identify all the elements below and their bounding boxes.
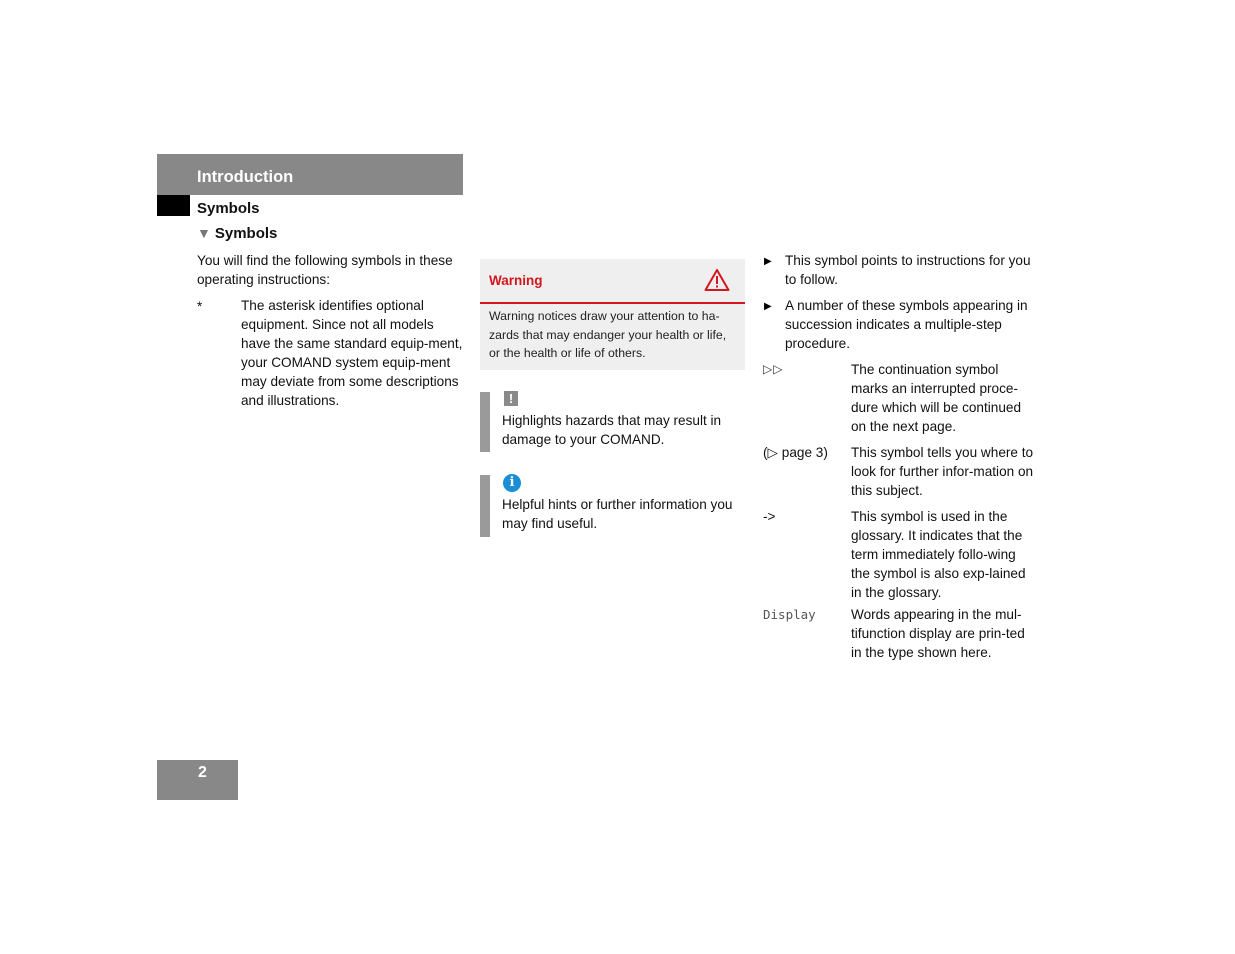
glossary-arrow-description: This symbol is used in the glossary. It indicates that the term immediately follo-wing the symbol is also exp-lained in the glossary. [851, 509, 1026, 600]
display-type-sample: Display [763, 607, 816, 622]
page-reference-description: This symbol tells you where to look for further infor-mation on this subject. [851, 445, 1034, 498]
note-info-text: Helpful hints or further information you may find useful. [502, 497, 733, 531]
asterisk-description: The asterisk identifies optional equipment. Since not all models have the same standard equip-ment, your COMAND system equip-ment may deviate from some descriptions and illustrations. [241, 298, 463, 408]
warning-title: Warning [489, 273, 543, 288]
warning-header [480, 259, 745, 304]
triangle-down-icon: ▼ [197, 225, 211, 241]
glossary-arrow-symbol: -> [763, 509, 776, 524]
page-reference-symbol: (▷ page 3) [763, 445, 828, 460]
chapter-title: Introduction [197, 168, 294, 186]
info-icon: i [503, 474, 521, 492]
intro-paragraph: You will find the following symbols in these operating instructions: [197, 253, 453, 287]
instruction-bullet-text: A number of these symbols appearing in succession indicates a multiple-step procedure. [785, 298, 1028, 351]
note-damage-text: Highlights hazards that may result in damage to your COMAND. [502, 413, 722, 447]
warning-text: Warning notices draw your attention to ha-zards that may endanger your health or life, or the health or life of others. [489, 309, 727, 360]
instruction-bullet-text: This symbol points to instructions for you to follow. [785, 253, 1031, 287]
page-number: 2 [198, 764, 207, 781]
asterisk-symbol: * [197, 299, 203, 314]
section-tab-marker [157, 195, 190, 216]
note-side-bar [480, 475, 490, 537]
note-side-bar [480, 392, 490, 452]
continuation-symbol-description: The continuation symbol marks an interrupted proce-dure which will be continued on the next page. [851, 362, 1022, 434]
warning-box [480, 259, 745, 370]
section-heading [197, 225, 277, 242]
instruction-bullet-icon: ▶ [764, 256, 772, 267]
section-label: Symbols [197, 200, 260, 217]
exclamation-icon: ! [504, 391, 518, 406]
continuation-symbol-icon: ▷▷ [763, 362, 784, 376]
display-type-description: Words appearing in the mul-tifunction display are prin-ted in the type shown here. [851, 607, 1025, 660]
instruction-bullet-icon: ▶ [764, 301, 772, 312]
section-heading-text: Symbols [214, 225, 278, 242]
warning-triangle-icon [704, 268, 730, 292]
